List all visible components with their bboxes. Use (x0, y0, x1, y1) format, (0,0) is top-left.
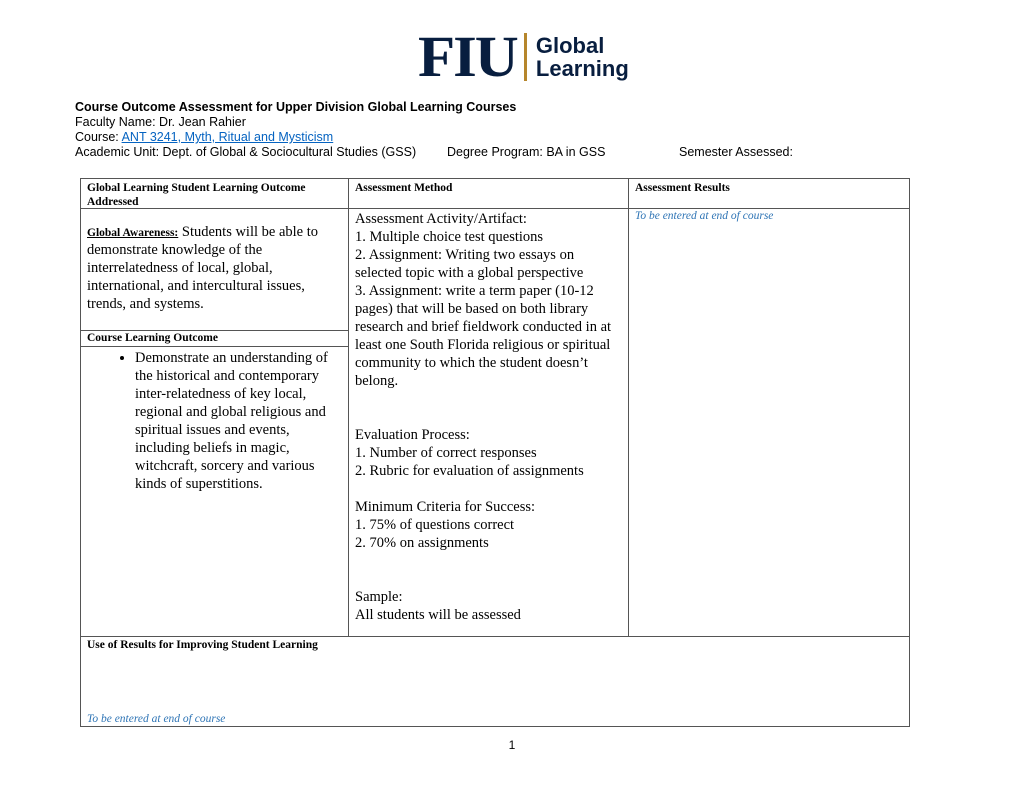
course-link[interactable]: ANT 3241, Myth, Ritual and Mysticism (121, 130, 334, 144)
course-outcome-cell (80, 346, 349, 637)
logo-words (536, 34, 629, 80)
results-cell (628, 208, 910, 637)
sample-title: Sample: (355, 589, 403, 605)
use-of-results-cell (80, 636, 910, 727)
sample-text: All students will be assessed (355, 607, 521, 623)
course-outcome-item: • Demonstrate an understanding of the historical and contemporary inter-relatedness of key local, regional and global religious and spiritual issues and events, including beliefs in magic, witchcraft, sorcery and various kinds of superstitions. (135, 349, 342, 493)
global-awareness-label: Global Awareness: (87, 227, 179, 239)
evaluation-2: 2. Rubric for evaluation of assignments (355, 463, 584, 479)
criteria-2: 2. 70% on assignments (355, 535, 489, 551)
global-awareness-text: Students will be able to demonstrate knowledge of the interrelatedness of local, global, international, and intercultural issues, trends, and systems. (87, 224, 319, 312)
outcome-header: Global Learning Student Learning Outcome Addressed (87, 182, 306, 208)
activity-1: 1. Multiple choice test questions (355, 229, 544, 245)
results-header: Assessment Results (635, 182, 730, 194)
use-of-results-header: Use of Results for Improving Student Learning (87, 639, 318, 651)
course-outcome-header-cell (80, 330, 349, 347)
semester-assessed: Semester Assessed: (679, 145, 793, 159)
document-header (75, 100, 835, 160)
course-outcome-list (81, 349, 342, 493)
results-header-cell (628, 178, 910, 209)
method-header-cell (348, 178, 629, 209)
results-placeholder: To be entered at end of course (635, 210, 774, 222)
academic-unit: Academic Unit: Dept. of Global & Sociocultural Studies (GSS) (75, 145, 417, 159)
course-label: Course: (75, 130, 119, 144)
method-header: Assessment Method (355, 182, 453, 194)
unit-line (75, 145, 835, 160)
faculty-name: Faculty Name: Dr. Jean Rahier (75, 115, 246, 129)
criteria-title: Minimum Criteria for Success: (355, 499, 536, 515)
page-number: 1 (508, 738, 516, 752)
assessment-method (355, 209, 622, 624)
global-awareness-cell (80, 208, 349, 331)
use-of-results-placeholder: To be entered at end of course (87, 713, 226, 725)
degree-program: Degree Program: BA in GSS (447, 145, 606, 159)
document-title: Course Outcome Assessment for Upper Division Global Learning Courses (75, 100, 517, 114)
logo-divider (524, 33, 527, 81)
fiu-global-learning-logo (418, 24, 629, 89)
course-line (75, 130, 835, 145)
activity-3: 3. Assignment: write a term paper (10-12 pages) that will be based on both library research and brief fieldwork conducted in at least one South Florida religious or spiritual community to which the student doesn’t belong. (355, 283, 612, 389)
activity-title: Assessment Activity/Artifact: (355, 211, 527, 227)
logo-line2: Learning (535, 56, 629, 81)
method-cell (348, 208, 629, 637)
outcome-header-cell (80, 178, 349, 209)
logo-fiu-text: FIU (418, 24, 517, 89)
criteria-1: 1. 75% of questions correct (355, 517, 515, 533)
activity-2: 2. Assignment: Writing two essays on selected topic with a global perspective (355, 247, 584, 281)
logo-line1: Global (535, 33, 605, 58)
course-outcome-header: Course Learning Outcome (87, 332, 218, 344)
evaluation-1: 1. Number of correct responses (355, 445, 537, 461)
global-awareness (87, 223, 342, 313)
evaluation-title: Evaluation Process: (355, 427, 470, 443)
